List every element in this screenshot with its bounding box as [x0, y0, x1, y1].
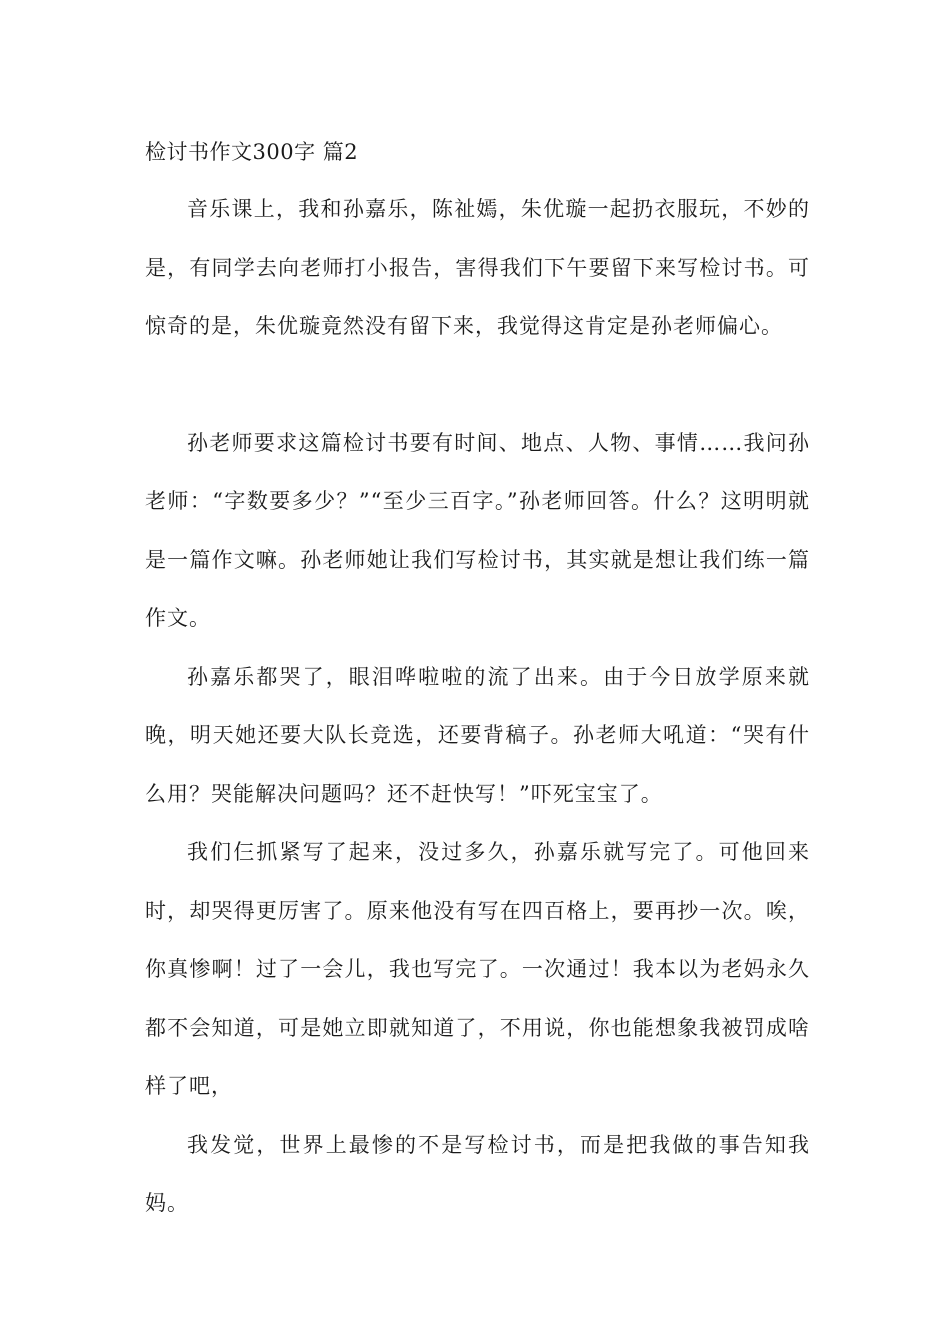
paragraph-3: 孙嘉乐都哭了，眼泪哗啦啦的流了出来。由于今日放学原来就晚，明天她还要大队长竞选，还要背稿子。孙老师大吼道：“哭有什么用？哭能解决问题吗？还不赶快写！”吓死宝宝了。: [145, 664, 810, 806]
document-title: 检讨书作文300字 篇2: [145, 140, 359, 164]
document-body: [145, 130, 810, 1233]
paragraph-gap: [145, 356, 810, 414]
paragraph-1: 音乐课上，我和孙嘉乐，陈祉嫣，朱优璇一起扔衣服玩，不妙的是，有同学去向老师打小报告，害得我们下午要留下来写检讨书。可惊奇的是，朱优璇竟然没有留下来，我觉得这肯定是孙老师偏心。: [145, 197, 810, 338]
paragraph-5: 我发觉，世界上最惨的不是写检讨书，而是把我做的事告知我妈。: [145, 1132, 810, 1215]
paragraph-2: 孙老师要求这篇检讨书要有时间、地点、人物、事情……我问孙老师：“字数要多少？”“至少三百字。”孙老师回答。什么？这明明就是一篇作文嘛。孙老师她让我们写检讨书，其实就是想让我们练一篇作文。: [145, 430, 810, 630]
paragraph-4: 我们仨抓紧写了起来，没过多久，孙嘉乐就写完了。可他回来时，却哭得更厉害了。原来他没有写在四百格上，要再抄一次。唉，你真惨啊！过了一会儿，我也写完了。一次通过！我本以为老妈永久都不会知道，可是她立即就知道了，不用说，你也能想象我被罚成啥样了吧，: [145, 840, 810, 1098]
